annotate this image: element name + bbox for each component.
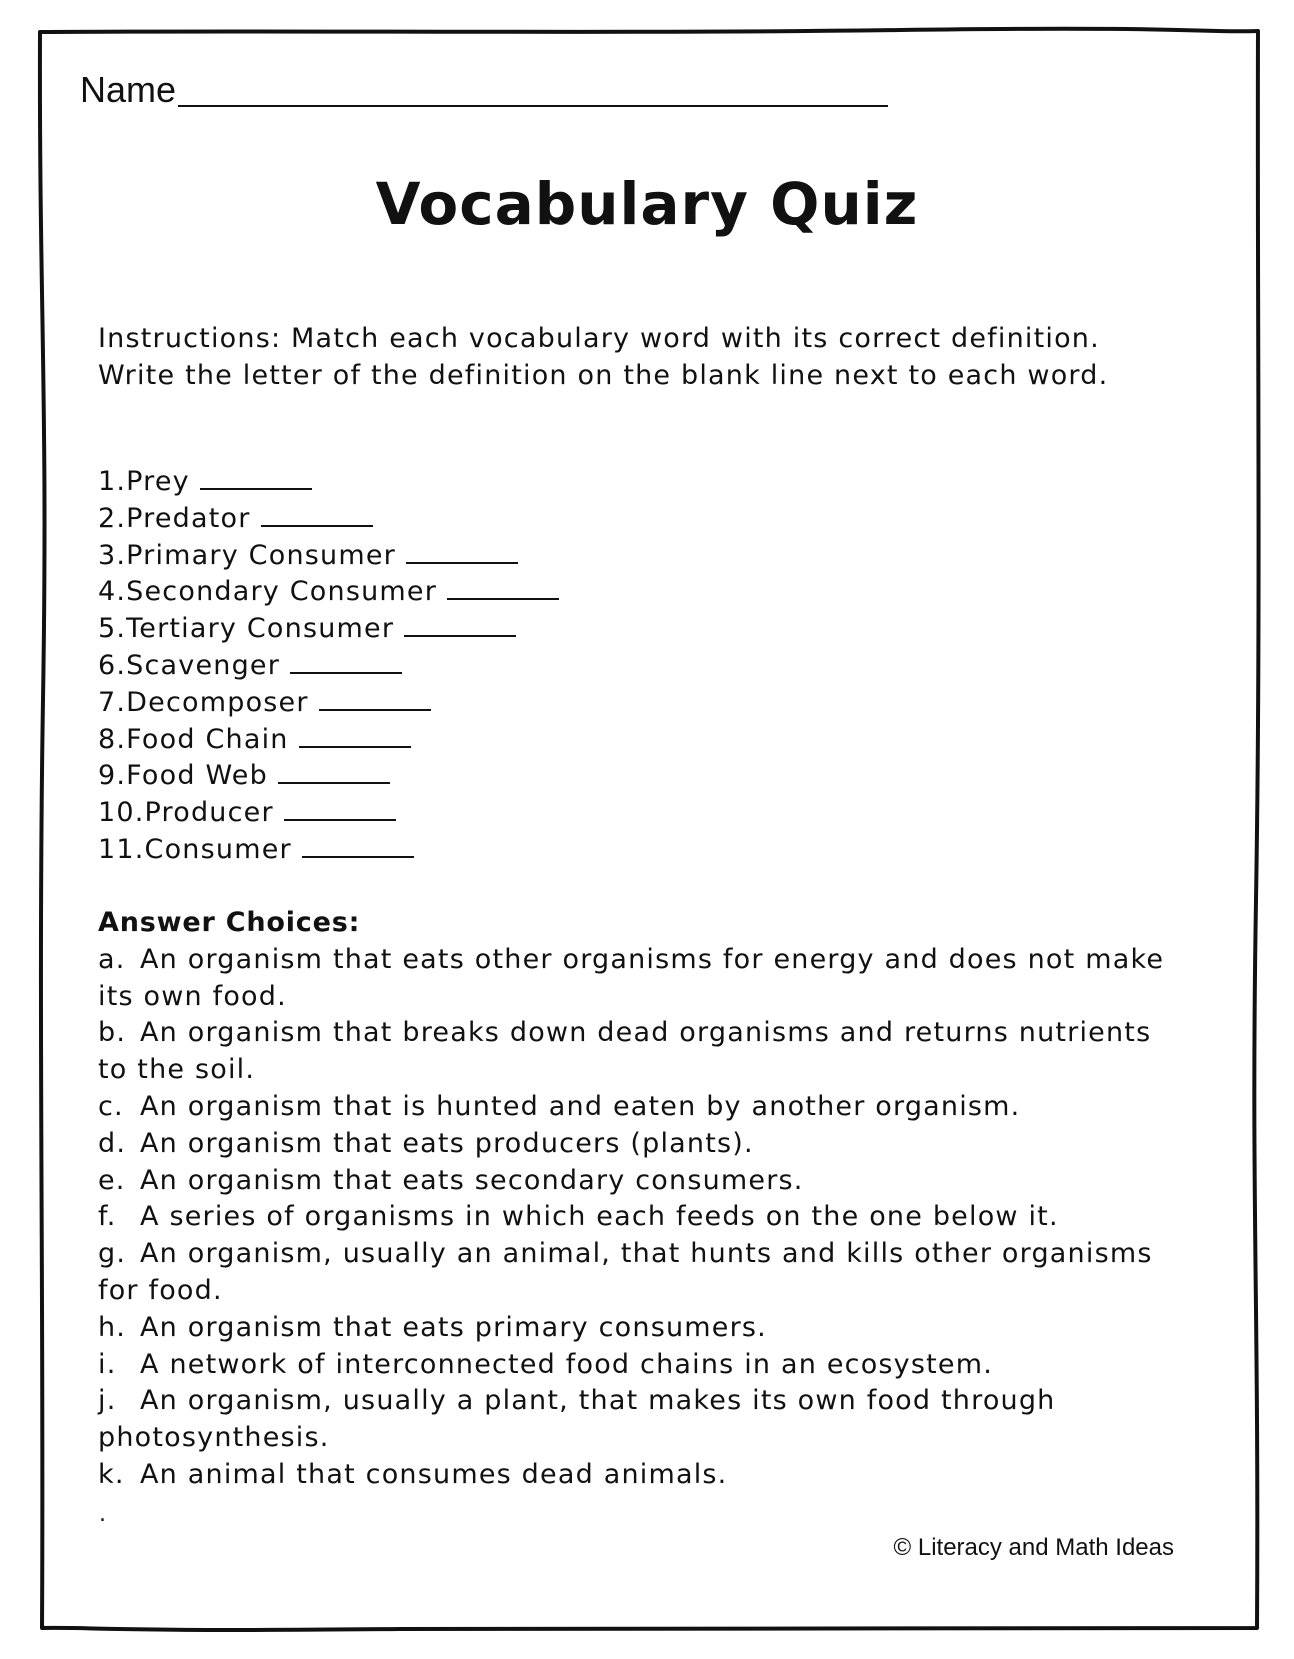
choice-text: An organism that is hunted and eaten by another organism. — [140, 1090, 1021, 1122]
choice-letter: g. — [98, 1238, 127, 1270]
name-blank-line[interactable] — [178, 105, 888, 107]
vocab-item — [98, 832, 559, 869]
answer-choice — [98, 1163, 1188, 1200]
answer-choice — [98, 1310, 1188, 1347]
answer-blank[interactable] — [278, 782, 390, 784]
answer-blank[interactable] — [290, 672, 402, 674]
choice-letter: i. — [98, 1348, 117, 1380]
choice-letter: c. — [98, 1090, 124, 1122]
answer-blank[interactable] — [319, 709, 431, 711]
answer-choices-list — [98, 942, 1188, 1494]
answer-blank[interactable] — [447, 598, 559, 600]
vocab-word: 2.Predator — [98, 502, 251, 534]
vocab-item — [98, 758, 559, 795]
answer-choice — [98, 1015, 1188, 1089]
answer-blank[interactable] — [404, 635, 516, 637]
vocab-word: 7.Decomposer — [98, 686, 309, 718]
choice-letter: f. — [98, 1201, 117, 1233]
choice-letter: b. — [98, 1017, 127, 1049]
choice-letter: j. — [98, 1385, 117, 1417]
choice-text: An organism that breaks down dead organisms and returns nutrients to the soil. — [98, 1017, 1152, 1086]
name-label: Name — [80, 69, 177, 110]
answer-choice — [98, 1383, 1188, 1457]
vocab-item — [98, 611, 559, 648]
answer-blank[interactable] — [302, 856, 414, 858]
vocab-item — [98, 685, 559, 722]
vocab-word: 9.Food Web — [98, 760, 268, 792]
choice-letter: d. — [98, 1127, 127, 1159]
choice-letter: e. — [98, 1164, 126, 1196]
answer-choice — [98, 1199, 1188, 1236]
name-field[interactable] — [80, 70, 888, 110]
vocab-item — [98, 795, 559, 832]
vocab-item — [98, 501, 559, 538]
answer-choice — [98, 1236, 1188, 1310]
choice-text: A network of interconnected food chains in an ecosystem. — [140, 1348, 994, 1380]
vocab-word: 1.Prey — [98, 466, 190, 497]
instructions-text: Instructions: Match each vocabulary word with its correct definition. Write the letter of the definition on the blank line next to each word. — [98, 323, 1109, 391]
vocab-item — [98, 722, 559, 759]
choice-text: An animal that consumes dead animals. — [140, 1458, 728, 1490]
vocab-item — [98, 648, 559, 685]
choice-letter: a. — [98, 943, 126, 975]
vocabulary-list — [98, 464, 559, 869]
copyright-notice: © Literacy and Math Ideas — [893, 1534, 1174, 1561]
answer-choice — [98, 1089, 1188, 1126]
vocab-word: 8.Food Chain — [98, 723, 289, 755]
choice-letter: h. — [98, 1311, 127, 1343]
page-title: Vocabulary Quiz — [375, 170, 919, 238]
answer-choice — [98, 1126, 1188, 1163]
choice-text: An organism, usually a plant, that makes its own food through photosynthesis. — [98, 1385, 1056, 1454]
vocab-word: 4.Secondary Consumer — [98, 576, 438, 608]
vocab-item — [98, 464, 559, 501]
stray-mark: . — [99, 1502, 106, 1527]
vocab-word: 5.Tertiary Consumer — [98, 613, 395, 645]
choice-text: An organism, usually an animal, that hunts and kills other organisms for food. — [98, 1238, 1153, 1306]
answer-choices — [98, 905, 1188, 1494]
answer-blank[interactable] — [299, 746, 411, 748]
vocab-word: 10.Producer — [98, 797, 274, 829]
answer-choice — [98, 1457, 1188, 1494]
answer-choice — [98, 1347, 1188, 1384]
vocab-word: 3.Primary Consumer — [98, 539, 396, 571]
answer-blank[interactable] — [200, 488, 312, 490]
answer-choice — [98, 942, 1188, 1016]
choice-text: A series of organisms in which each feeds on the one below it. — [140, 1201, 1059, 1233]
answer-blank[interactable] — [284, 819, 396, 821]
choice-text: An organism that eats other organisms for energy and does not make its own food. — [98, 943, 1165, 1012]
answer-blank[interactable] — [261, 525, 373, 527]
answer-choices-heading: Answer Choices: — [98, 907, 361, 938]
vocab-item — [98, 574, 559, 611]
choice-text: An organism that eats primary consumers. — [140, 1311, 767, 1343]
choice-text: An organism that eats producers (plants). — [140, 1127, 754, 1159]
choice-text: An organism that eats secondary consumers. — [140, 1164, 804, 1196]
answer-blank[interactable] — [406, 562, 518, 564]
choice-letter: k. — [98, 1458, 125, 1490]
vocab-item — [98, 538, 559, 575]
vocab-word: 11.Consumer — [98, 833, 292, 865]
vocab-word: 6.Scavenger — [98, 649, 281, 681]
